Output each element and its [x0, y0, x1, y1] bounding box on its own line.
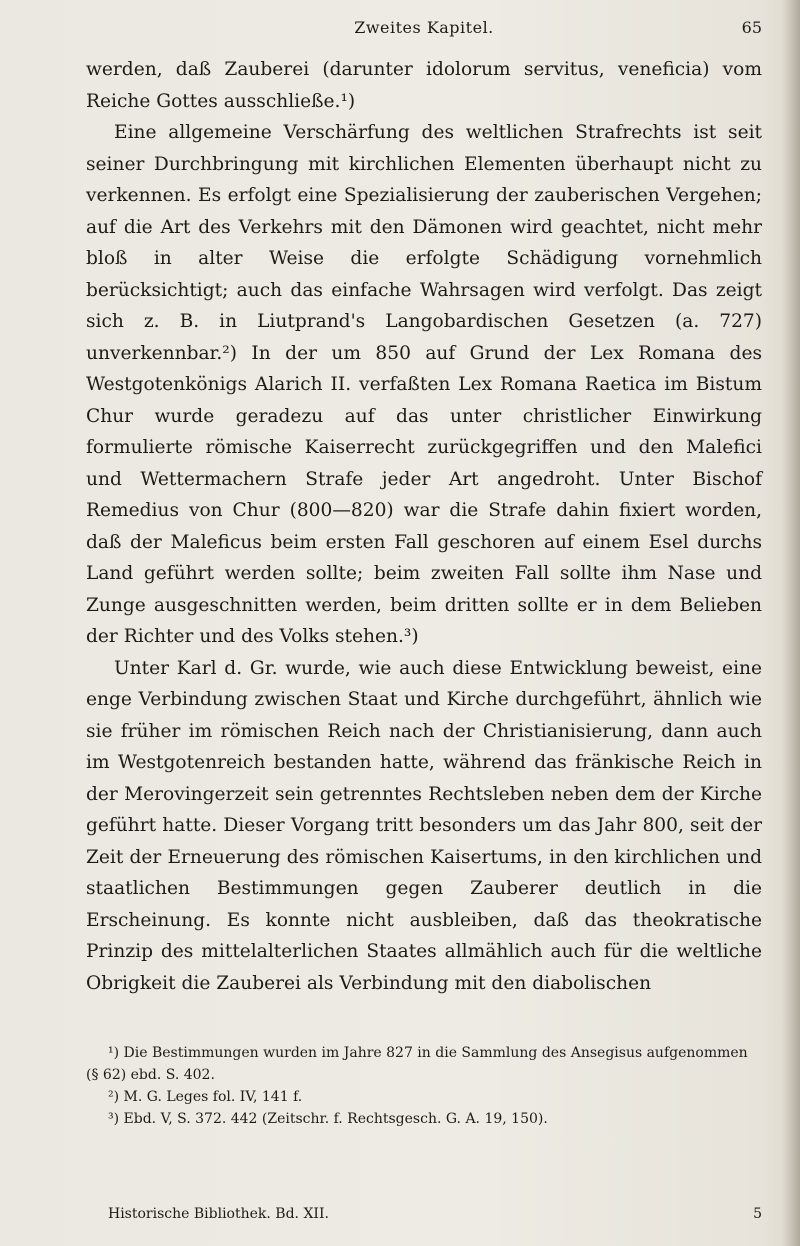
page-number: 65 — [741, 18, 762, 37]
page-edge-shadow — [782, 0, 800, 1246]
sheet-signature: 5 — [753, 1206, 762, 1222]
footnote-3: ³) Ebd. V, S. 372. 442 (Zeitschr. f. Rechtsgesch. G. A. 19, 150). — [108, 1111, 548, 1127]
paragraph: Eine allgemeine Verschärfung des weltlichen Strafrechts ist seit seiner Durchbringung mit kirchlichen Elementen überhaupt nicht zu verkennen. Es erfolgt eine Spezialisierung der zauberischen Vergehen; auf die Art des Verkehrs mit den Dämonen wird geachtet, nicht mehr bloß in alter Weise die erfolgte Schädigung vornehmlich berücksichtigt; auch das einfache Wahrsagen wird verfolgt. Das zeigt sich z. B. in Liutprand's Langobardischen Gesetzen (a. 727) unverkennbar.²) In der um 850 auf Grund der Lex Romana des Westgotenkönigs Alarich II. verfaßten Lex Romana Raetica im Bistum Chur wurde geradezu auf das unter christlicher Einwirkung formulierte römische Kaiserrecht zurückgegriffen und den Malefici und Wettermachern Strafe jeder Art angedroht. Unter Bischof Remedius von Chur (800—820) war die Strafe dahin fixiert worden, daß der Maleficus beim ersten Fall geschoren auf einem Esel durchs Land geführt werden sollte; beim zweiten Fall sollte ihm Nase und Zunge ausgeschnitten werden, beim dritten sollte er in dem Belieben der Richter und des Volks stehen.³) — [86, 122, 762, 647]
series-title: Historische Bibliothek. Bd. XII. — [108, 1206, 329, 1222]
paragraph: Unter Karl d. Gr. wurde, wie auch diese Entwicklung beweist, eine enge Verbindung zwischen Staat und Kirche durchgeführt, ähnlich wie sie früher im römischen Reich nach der Christianisierung, dann auch im Westgotenreich bestanden hatte, während das fränkische Reich in der Merovingerzeit sein getrenntes Rechtsleben neben dem der Kirche geführt hatte. Dieser Vorgang tritt besonders um das Jahr 800, seit der Zeit der Erneuerung des römischen Kaisertums, in den kirchlichen und staatlichen Bestimmungen gegen Zauberer deutlich in die Erscheinung. Es konnte nicht ausbleiben, daß das theokratische Prinzip des mittelalterlichen Staates allmählich auch für die weltliche Obrigkeit die Zauberei als Verbindung mit den diabolischen — [86, 657, 762, 994]
paragraph-continuation: werden, daß Zauberei (darunter idolorum servitus, veneficia) vom Reiche Gottes ausschließe.¹) — [86, 59, 762, 112]
footnotes — [86, 1042, 762, 1130]
footnote-1: ¹) Die Bestimmungen wurden im Jahre 827 in die Sammlung des Ansegisus aufgenommen (§ 62) ebd. S. 402. — [86, 1045, 748, 1083]
footnote-2: ²) M. G. Leges fol. IV, 141 f. — [108, 1089, 303, 1105]
running-head — [86, 18, 762, 42]
running-title: Zweites Kapitel. — [354, 18, 494, 37]
printer-imprint — [86, 1206, 762, 1228]
main-text — [86, 54, 762, 999]
